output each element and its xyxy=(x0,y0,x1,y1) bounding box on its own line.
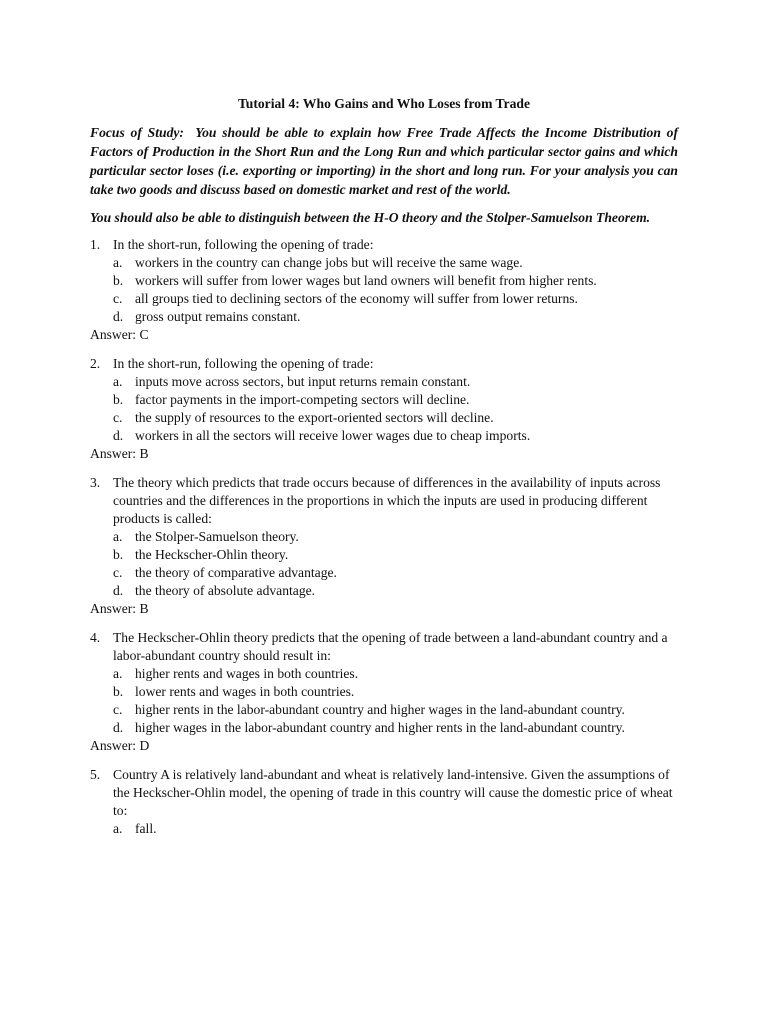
question-stem xyxy=(90,236,678,254)
question-list xyxy=(90,236,678,838)
option-text: higher wages in the labor-abundant country and higher rents in the land-abundant country. xyxy=(135,720,625,735)
question-item xyxy=(90,355,678,463)
document-title: Tutorial 4: Who Gains and Who Loses from Trade xyxy=(237,96,531,111)
answer-option xyxy=(113,564,678,582)
option-letter: b. xyxy=(113,392,124,407)
option-text: workers in all the sectors will receive lower wages due to cheap imports. xyxy=(135,428,531,443)
option-text: fall. xyxy=(135,821,157,836)
answer-option xyxy=(113,719,678,737)
answer-option xyxy=(113,582,678,600)
focus-of-study-paragraph xyxy=(90,123,678,199)
answer-options xyxy=(90,820,678,838)
option-text: lower rents and wages in both countries. xyxy=(135,684,355,699)
focus-of-study-text: You should be able to explain how Free Trade Affects the Income Distribution of Factors of Production in the Short Run and the Long Run and which particular sector gains and which particular sector loses (i.e. exporting or importing) in the short and long run. For your analysis you can take two goods and discuss based on domestic market and rest of the world. xyxy=(90,125,679,197)
option-text: gross output remains constant. xyxy=(135,309,301,324)
option-text: higher rents in the labor-abundant country and higher wages in the land-abundant country. xyxy=(135,702,625,717)
question-stem xyxy=(90,355,678,373)
question-number: 4. xyxy=(90,630,101,645)
option-letter: a. xyxy=(113,255,123,270)
answer-options xyxy=(90,373,678,445)
question-stem xyxy=(90,629,678,665)
answer-option xyxy=(113,391,678,409)
question-stem xyxy=(90,474,678,528)
answer-key: Answer: C xyxy=(90,327,149,342)
option-text: higher rents and wages in both countries. xyxy=(135,666,359,681)
question-text: In the short-run, following the opening of trade: xyxy=(113,237,374,252)
option-letter: b. xyxy=(113,684,124,699)
question-text: Country A is relatively land-abundant and wheat is relatively land-intensive. Given the assumptions of the Heckscher-Ohlin model, the opening of trade in this country will cause the domestic price of wheat to: xyxy=(113,767,673,818)
option-letter: a. xyxy=(113,821,123,836)
answer-option xyxy=(113,820,678,838)
option-text: the theory of absolute advantage. xyxy=(135,583,316,598)
option-letter: c. xyxy=(113,291,123,306)
question-text: The Heckscher-Ohlin theory predicts that the opening of trade between a land-abundant country and a labor-abundant country should result in: xyxy=(113,630,668,663)
option-letter: c. xyxy=(113,410,123,425)
answer-option xyxy=(113,546,678,564)
question-number: 5. xyxy=(90,767,101,782)
option-text: inputs move across sectors, but input returns remain constant. xyxy=(135,374,471,389)
answer-option xyxy=(113,409,678,427)
answer-option xyxy=(113,683,678,701)
option-letter: c. xyxy=(113,565,123,580)
answer-option xyxy=(113,427,678,445)
option-text: workers in the country can change jobs but will receive the same wage. xyxy=(135,255,523,270)
question-number: 2. xyxy=(90,356,101,371)
answer-option xyxy=(113,373,678,391)
option-text: the Heckscher-Ohlin theory. xyxy=(135,547,289,562)
answer-key: Answer: D xyxy=(90,738,150,753)
option-letter: c. xyxy=(113,702,123,717)
answer-option xyxy=(113,254,678,272)
answer-key: Answer: B xyxy=(90,601,149,616)
question-number: 1. xyxy=(90,237,101,252)
focus-of-study-label: Focus of Study: xyxy=(90,125,184,140)
option-letter: a. xyxy=(113,666,123,681)
option-letter: d. xyxy=(113,309,124,324)
answer-option xyxy=(113,665,678,683)
answer-options xyxy=(90,254,678,326)
option-letter: d. xyxy=(113,428,124,443)
option-letter: b. xyxy=(113,547,124,562)
option-letter: b. xyxy=(113,273,124,288)
distinguish-paragraph: You should also be able to distinguish between the H-O theory and the Stolper-Samuelson Theorem. xyxy=(90,210,651,225)
question-number: 3. xyxy=(90,475,101,490)
option-text: the Stolper-Samuelson theory. xyxy=(135,529,299,544)
option-text: the supply of resources to the export-oriented sectors will decline. xyxy=(135,410,494,425)
answer-options xyxy=(90,528,678,600)
answer-option xyxy=(113,308,678,326)
option-text: factor payments in the import-competing sectors will decline. xyxy=(135,392,470,407)
document-page xyxy=(90,95,678,849)
option-letter: a. xyxy=(113,374,123,389)
answer-option xyxy=(113,290,678,308)
answer-option xyxy=(113,272,678,290)
question-item xyxy=(90,474,678,618)
option-letter: d. xyxy=(113,583,124,598)
question-item xyxy=(90,236,678,344)
answer-option xyxy=(113,701,678,719)
option-text: workers will suffer from lower wages but land owners will benefit from higher rents. xyxy=(135,273,597,288)
option-text: all groups tied to declining sectors of the economy will suffer from lower returns. xyxy=(135,291,578,306)
question-stem xyxy=(90,766,678,820)
answer-options xyxy=(90,665,678,737)
question-item xyxy=(90,766,678,838)
option-letter: a. xyxy=(113,529,123,544)
question-item xyxy=(90,629,678,755)
option-text: the theory of comparative advantage. xyxy=(135,565,337,580)
option-letter: d. xyxy=(113,720,124,735)
answer-option xyxy=(113,528,678,546)
question-text: In the short-run, following the opening of trade: xyxy=(113,356,374,371)
answer-key: Answer: B xyxy=(90,446,149,461)
question-text: The theory which predicts that trade occurs because of differences in the availability of inputs across countries and the differences in the proportions in which the inputs are used in producing different products is called: xyxy=(113,475,661,526)
